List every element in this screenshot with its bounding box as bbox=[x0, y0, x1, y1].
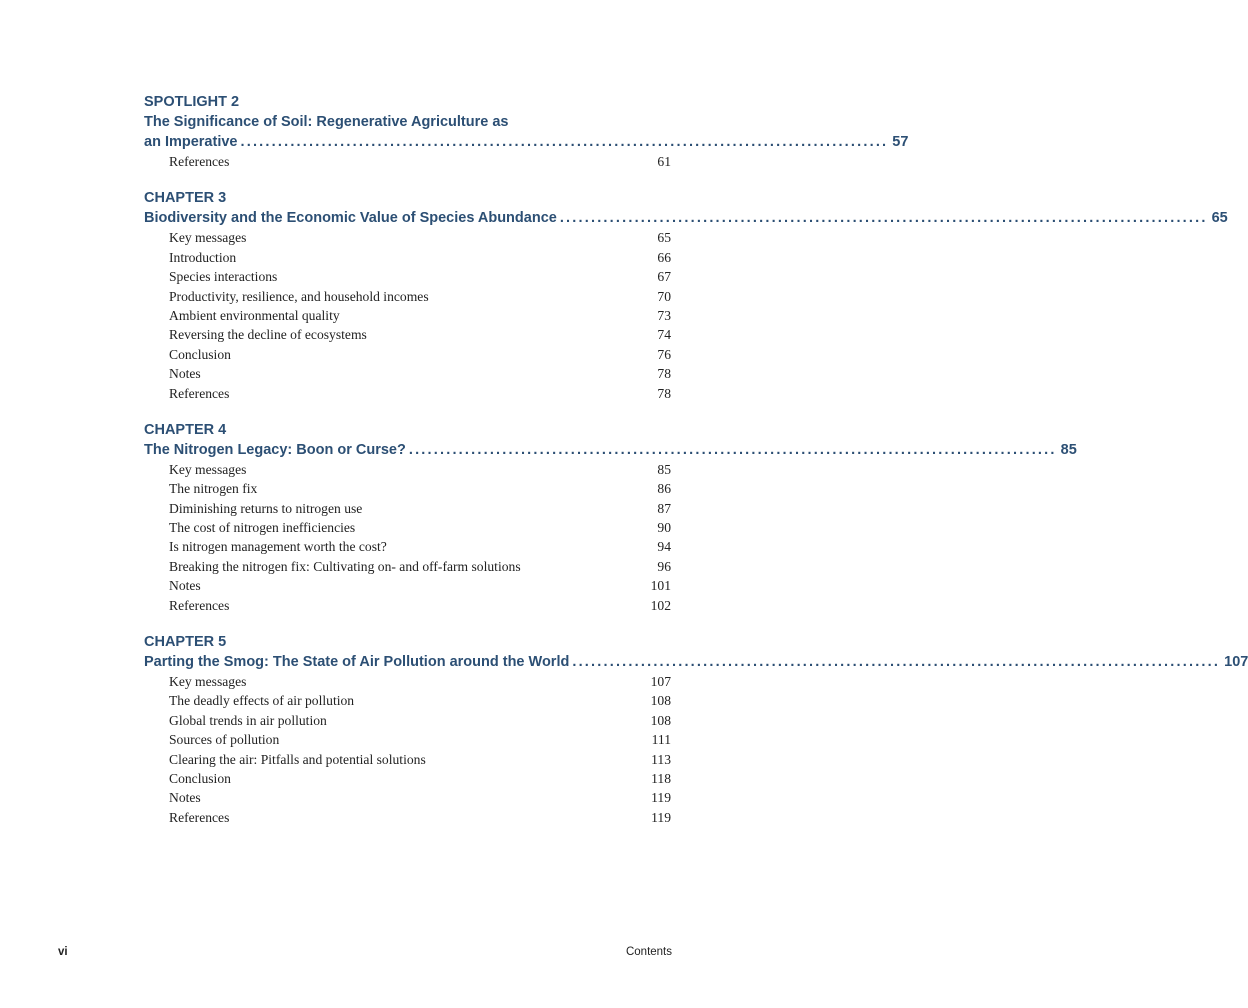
toc-entry[interactable] bbox=[144, 460, 671, 479]
section-title-line-2[interactable]: an Imperative bbox=[144, 134, 238, 150]
section-title[interactable]: Biodiversity and the Economic Value of Species Abundance bbox=[144, 210, 557, 227]
entry-page: 119 bbox=[651, 790, 671, 806]
toc-entry[interactable] bbox=[144, 672, 671, 691]
section-title[interactable]: Parting the Smog: The State of Air Pollution around the World bbox=[144, 654, 570, 671]
entry-title[interactable]: Conclusion bbox=[169, 346, 231, 362]
entry-title[interactable]: Sources of pollution bbox=[169, 732, 280, 748]
entry-title[interactable]: The nitrogen fix bbox=[169, 481, 258, 497]
entry-page: 85 bbox=[657, 461, 671, 477]
toc-entry[interactable] bbox=[144, 576, 671, 595]
entry-page: 61 bbox=[657, 154, 671, 169]
toc-entry[interactable] bbox=[144, 248, 671, 267]
entry-page: 94 bbox=[657, 539, 671, 555]
entry-title[interactable]: Key messages bbox=[169, 230, 247, 246]
section-title-row[interactable] bbox=[144, 440, 1077, 460]
toc-entry[interactable] bbox=[144, 267, 671, 286]
section-title[interactable]: The Nitrogen Legacy: Boon or Curse? bbox=[144, 441, 406, 458]
entry-page: 76 bbox=[657, 346, 671, 362]
section-gap bbox=[144, 403, 671, 420]
dot-leader: ........................................................................................................ bbox=[559, 210, 1208, 227]
toc-entry[interactable] bbox=[144, 711, 671, 730]
toc-entry[interactable] bbox=[144, 769, 671, 788]
entry-title[interactable]: Clearing the air: Pitfalls and potential solutions bbox=[169, 751, 426, 767]
entry-page: 87 bbox=[657, 500, 671, 516]
section-title-row[interactable] bbox=[144, 132, 909, 152]
entry-page: 73 bbox=[657, 307, 671, 323]
toc-page bbox=[144, 92, 1248, 827]
entry-page: 65 bbox=[657, 230, 671, 246]
toc-section-spotlight-2 bbox=[144, 92, 909, 171]
entry-page: 113 bbox=[651, 751, 671, 767]
entry-title[interactable]: References bbox=[169, 385, 230, 401]
entry-title[interactable]: The deadly effects of air pollution bbox=[169, 693, 355, 709]
section-label: SPOTLIGHT 2 bbox=[144, 94, 240, 110]
entry-page: 101 bbox=[650, 578, 671, 594]
entry-page: 107 bbox=[650, 674, 671, 690]
entry-title[interactable]: Notes bbox=[169, 790, 201, 806]
section-page-number[interactable]: 65 bbox=[1211, 210, 1228, 227]
entry-page: 111 bbox=[651, 732, 671, 748]
toc-entry[interactable] bbox=[144, 730, 671, 749]
entry-title[interactable]: Breaking the nitrogen fix: Cultivating on- and off-farm solutions bbox=[169, 558, 521, 574]
footer-running-head: Contents bbox=[625, 946, 672, 958]
toc-entry[interactable] bbox=[144, 306, 671, 325]
section-title-line-1[interactable]: The Significance of Soil: Regenerative Agriculture as bbox=[144, 114, 509, 130]
entry-title[interactable]: Key messages bbox=[169, 461, 247, 477]
section-title-row[interactable] bbox=[144, 652, 1248, 672]
entry-page: 102 bbox=[650, 597, 671, 613]
entry-page: 86 bbox=[657, 481, 671, 497]
toc-section-chapter-3 bbox=[144, 188, 1228, 403]
section-page-number[interactable]: 57 bbox=[892, 134, 909, 150]
entry-title[interactable]: Introduction bbox=[169, 249, 237, 265]
entry-page: 119 bbox=[651, 809, 671, 825]
entry-page: 90 bbox=[657, 520, 671, 536]
entry-page: 78 bbox=[657, 366, 671, 382]
toc-entry[interactable] bbox=[144, 750, 671, 769]
toc-entry[interactable] bbox=[144, 325, 671, 344]
toc-entry[interactable] bbox=[144, 345, 671, 364]
entry-page: 74 bbox=[657, 327, 671, 343]
section-title-row[interactable] bbox=[144, 208, 1228, 228]
section-label: CHAPTER 5 bbox=[144, 634, 227, 651]
entry-page: 108 bbox=[650, 712, 671, 728]
entry-title[interactable]: References bbox=[169, 154, 230, 169]
entry-title[interactable]: Notes bbox=[169, 578, 201, 594]
section-page-number[interactable]: 107 bbox=[1224, 654, 1248, 671]
entry-page: 67 bbox=[657, 269, 671, 285]
entry-page: 118 bbox=[651, 770, 671, 786]
entry-title[interactable]: Diminishing returns to nitrogen use bbox=[169, 500, 363, 516]
section-label: CHAPTER 3 bbox=[144, 190, 227, 207]
toc-entry[interactable] bbox=[144, 287, 671, 306]
footer-page-number: vi bbox=[58, 946, 68, 958]
toc-entry[interactable] bbox=[144, 518, 671, 537]
entry-title[interactable]: Ambient environmental quality bbox=[169, 307, 340, 323]
entry-title[interactable]: The cost of nitrogen inefficiencies bbox=[169, 520, 356, 536]
toc-section-chapter-5 bbox=[144, 632, 1248, 827]
toc-entry[interactable] bbox=[144, 596, 671, 615]
entry-title[interactable]: Productivity, resilience, and household incomes bbox=[169, 288, 429, 304]
entry-page: 78 bbox=[657, 385, 671, 401]
toc-entry[interactable] bbox=[144, 364, 671, 383]
toc-entry[interactable] bbox=[144, 228, 671, 247]
entry-title[interactable]: Species interactions bbox=[169, 269, 278, 285]
toc-entry[interactable] bbox=[144, 152, 671, 171]
section-label: CHAPTER 4 bbox=[144, 421, 227, 438]
entry-title[interactable]: References bbox=[169, 597, 230, 613]
toc-entry[interactable] bbox=[144, 691, 671, 710]
entry-title[interactable]: Notes bbox=[169, 366, 201, 382]
entry-title[interactable]: Key messages bbox=[169, 674, 247, 690]
entry-title[interactable]: References bbox=[169, 809, 230, 825]
entry-page: 108 bbox=[650, 693, 671, 709]
toc-entry[interactable] bbox=[144, 384, 671, 403]
dot-leader: ........................................................................................................ bbox=[408, 441, 1057, 458]
entry-page: 96 bbox=[657, 558, 671, 574]
toc-section-chapter-4 bbox=[144, 420, 1077, 615]
entry-title[interactable]: Global trends in air pollution bbox=[169, 712, 327, 728]
toc-entry[interactable] bbox=[144, 557, 671, 576]
toc-entry[interactable] bbox=[144, 808, 671, 827]
section-page-number[interactable]: 85 bbox=[1060, 441, 1077, 458]
section-gap bbox=[144, 615, 671, 632]
dot-leader: ........................................................................................................ bbox=[240, 134, 889, 150]
entry-title[interactable]: Is nitrogen management worth the cost? bbox=[169, 539, 387, 555]
toc-entry[interactable] bbox=[144, 479, 671, 498]
section-gap bbox=[144, 171, 671, 188]
toc-entry[interactable] bbox=[144, 788, 671, 807]
entry-title[interactable]: Conclusion bbox=[169, 770, 231, 786]
dot-leader: ........................................................................................................ bbox=[572, 654, 1221, 671]
entry-title[interactable]: Reversing the decline of ecosystems bbox=[169, 327, 367, 343]
entry-page: 70 bbox=[657, 288, 671, 304]
toc-entry[interactable] bbox=[144, 537, 671, 556]
entry-page: 66 bbox=[657, 249, 671, 265]
toc-entry[interactable] bbox=[144, 499, 671, 518]
